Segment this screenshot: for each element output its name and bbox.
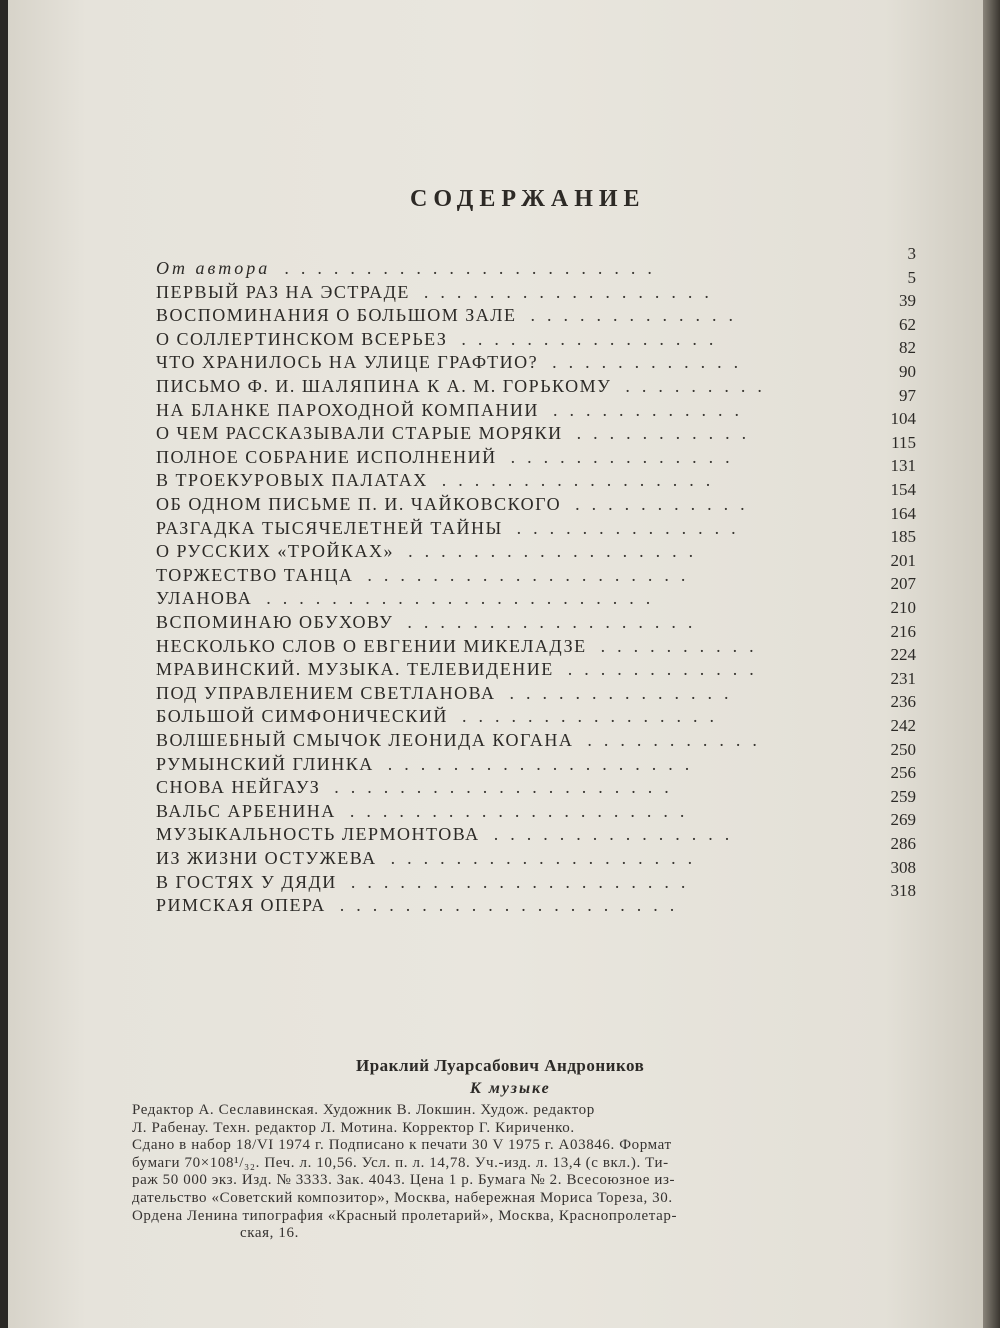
toc-entry-title: ВАЛЬС АРБЕНИНА: [156, 800, 336, 821]
book-title: К музыке: [470, 1080, 551, 1097]
toc-entry-title: В ТРОЕКУРОВЫХ ПАЛАТАХ: [156, 470, 428, 491]
colophon-line: дательство «Советский композитор», Москва, набережная Мориса Тореза, 30.: [132, 1190, 673, 1206]
dot-leader: ..........: [600, 635, 766, 656]
toc-entry-page: 250: [890, 739, 916, 759]
toc-entry-page: 236: [890, 692, 916, 712]
dot-leader: .....................: [334, 777, 681, 798]
colophon-line: Ордена Ленина типография «Красный пролетарий», Москва, Краснопролетар-: [132, 1207, 678, 1224]
toc-entry-page: 5: [907, 267, 916, 287]
toc-entry-title: О ЧЕМ РАССКАЗЫВАЛИ СТАРЫЕ МОРЯКИ: [156, 423, 563, 444]
dot-leader: ...................: [390, 848, 705, 868]
dot-leader: ............: [552, 352, 751, 373]
toc-entry-title: НЕСКОЛЬКО СЛОВ О ЕВГЕНИИ МИКЕЛАДЗЕ: [156, 635, 587, 656]
colophon-line: Сдано в набор 18/VI 1974 г. Подписано к печати 30 V 1975 г. А03846. Формат: [132, 1137, 672, 1154]
toc-entry-title: СНОВА НЕЙГАУЗ: [156, 777, 321, 798]
toc-entry-page: 97: [899, 385, 916, 405]
toc-entry-page: 39: [899, 291, 916, 311]
toc-entry-page: 131: [890, 456, 916, 476]
colophon-line: Л. Рабенау. Техн. редактор Л. Мотина. Корректор Г. Кириченко.: [132, 1119, 575, 1136]
toc-entry-page: 3: [907, 244, 916, 263]
dot-leader: ....................: [367, 564, 698, 585]
toc-entry-page: 115: [891, 432, 916, 452]
dot-leader: .................: [441, 470, 723, 491]
dot-leader: .........: [625, 376, 774, 396]
toc-entry: [156, 244, 916, 284]
contents-heading: СОДЕРЖАНИЕ: [410, 186, 646, 212]
dot-leader: .............: [530, 305, 745, 326]
dot-leader: ................: [461, 328, 726, 349]
toc-entry-title: БОЛЬШОЙ СИМФОНИЧЕСКИЙ: [156, 706, 448, 727]
toc-entry-page: 164: [890, 503, 916, 523]
toc-entry-page: 269: [890, 810, 916, 830]
dot-leader: ........................: [266, 588, 663, 609]
toc-entry-title: ПЕРВЫЙ РАЗ НА ЭСТРАДЕ: [156, 281, 410, 302]
toc-entry-page: 210: [890, 598, 916, 617]
toc-entry-title: ТОРЖЕСТВО ТАНЦА: [156, 564, 354, 585]
toc-entry-page: 231: [890, 668, 916, 688]
toc-entry-page: 185: [890, 527, 916, 547]
dot-leader: ..................: [408, 541, 706, 562]
colophon-line: ская, 16.: [240, 1225, 299, 1242]
toc-entry-title: ИЗ ЖИЗНИ ОСТУЖЕВА: [156, 848, 377, 868]
dot-leader: ..................: [423, 281, 721, 302]
toc-entry-title: В ГОСТЯХ У ДЯДИ: [156, 871, 337, 892]
toc-entry-page: 286: [890, 834, 916, 853]
toc-entry-title: РАЗГАДКА ТЫСЯЧЕЛЕТНЕЙ ТАЙНЫ: [156, 517, 503, 538]
dot-leader: ..............: [510, 446, 742, 467]
toc-entry-title: ВОСПОМИНАНИЯ О БОЛЬШОМ ЗАЛЕ: [156, 305, 517, 326]
toc-entry-page: 318: [890, 881, 916, 901]
dot-leader: ..............: [509, 682, 741, 703]
toc-entry-title: НА БЛАНКЕ ПАРОХОДНОЙ КОМПАНИИ: [156, 399, 539, 420]
toc-entry-page: 90: [899, 362, 916, 381]
toc-entry-title: РУМЫНСКИЙ ГЛИНКА: [156, 753, 374, 774]
toc-entry-page: 256: [890, 763, 916, 783]
dot-leader: ................: [461, 706, 726, 727]
dot-leader: ...........: [587, 730, 769, 750]
toc-entry-title: РИМСКАЯ ОПЕРА: [156, 895, 326, 916]
toc-entry-page: 201: [890, 550, 916, 570]
toc-entry-title: От автора: [156, 258, 271, 278]
dot-leader: ...................: [387, 753, 702, 774]
toc-entry-title: О СОЛЛЕРТИНСКОМ ВСЕРЬЕЗ: [156, 328, 448, 349]
dot-leader: ...........: [576, 423, 759, 444]
toc-entry-page: 154: [890, 480, 916, 499]
toc-entry-title: О РУССКИХ «ТРОЙКАХ»: [156, 541, 395, 562]
toc-entry-page: 104: [890, 409, 916, 429]
dot-leader: .......................: [284, 258, 664, 278]
dot-leader: ............: [552, 399, 751, 420]
dot-leader: ............: [567, 659, 766, 680]
toc-entry-page: 242: [890, 716, 916, 735]
toc-entry-title: ПОЛНОЕ СОБРАНИЕ ИСПОЛНЕНИЙ: [156, 446, 497, 467]
toc-entry-page: 216: [890, 621, 916, 641]
toc-entry-title: ОБ ОДНОМ ПИСЬМЕ П. И. ЧАЙКОВСКОГО: [156, 494, 562, 514]
dot-leader: .....................: [350, 871, 698, 892]
toc-entry-title: ЧТО ХРАНИЛОСЬ НА УЛИЦЕ ГРАФТИО?: [156, 352, 539, 373]
toc-entry-page: 224: [890, 645, 916, 665]
dot-leader: ..............: [516, 517, 748, 538]
colophon-line: раж 50 000 экз. Изд. № 3333. Зак. 4043. Цена 1 р. Бумага № 2. Всесоюзное из-: [132, 1172, 676, 1189]
toc-entry-title: ВОЛШЕБНЫЙ СМЫЧОК ЛЕОНИДА КОГАНА: [156, 730, 574, 750]
colophon-line: бумаги 70×108¹/₃₂. Печ. л. 10,56. Усл. п. л. 14,78. Уч.-изд. л. 13,4 (с вкл.). Ти-: [132, 1154, 669, 1171]
toc-entry-page: 308: [890, 857, 916, 877]
dot-leader: ...............: [493, 824, 742, 845]
dot-leader: ..................: [407, 612, 705, 632]
dot-leader: .....................: [349, 800, 697, 821]
toc-entry-title: УЛАНОВА: [156, 588, 253, 609]
author-name: Ираклий Луарсабович Андроников: [356, 1056, 645, 1075]
toc-entry-page: 259: [890, 786, 916, 806]
toc-entry-page: 62: [899, 314, 916, 334]
toc-entry-page: 82: [899, 338, 916, 358]
dot-leader: .....................: [339, 895, 687, 916]
toc-entry-page: 207: [890, 574, 916, 594]
toc-entry-title: ПИСЬМО Ф. И. ШАЛЯПИНА К А. М. ГОРЬКОМУ: [156, 376, 612, 396]
toc-entry-title: ПОД УПРАВЛЕНИЕМ СВЕТЛАНОВА: [156, 682, 496, 703]
toc-entry-title: МУЗЫКАЛЬНОСТЬ ЛЕРМОНТОВА: [156, 824, 480, 845]
toc-entry-title: ВСПОМИНАЮ ОБУХОВУ: [156, 612, 394, 632]
toc-entry-title: МРАВИНСКИЙ. МУЗЫКА. ТЕЛЕВИДЕНИЕ: [156, 659, 554, 680]
colophon-line: Редактор А. Сеславинская. Художник В. Локшин. Худож. редактор: [132, 1102, 595, 1118]
dot-leader: ...........: [575, 494, 757, 514]
